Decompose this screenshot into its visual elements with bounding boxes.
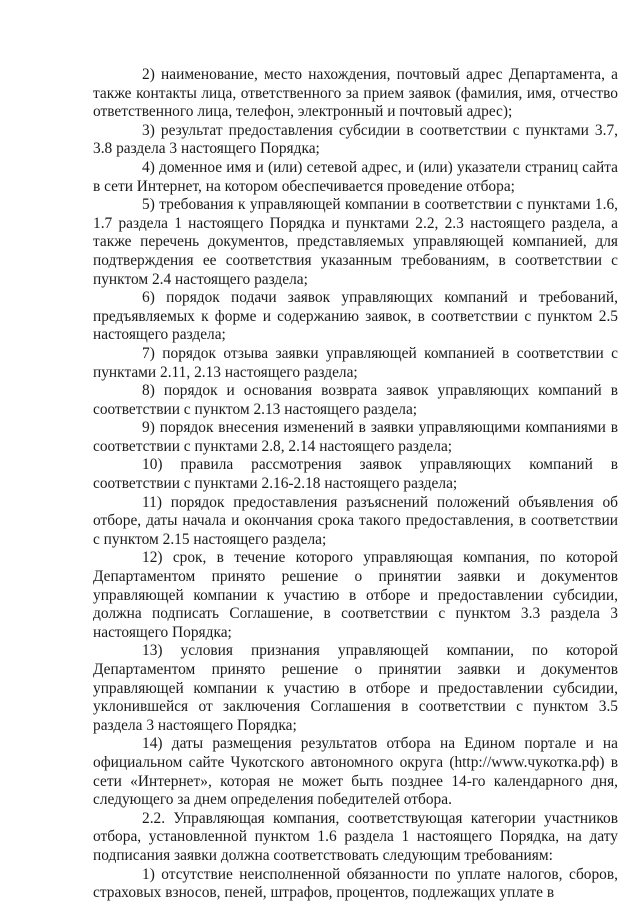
paragraph-item-12: 12) срок, в течение которого управляющая компания, по которой Департаментом принято решение о принятии заявки и документов управляющей компании к участию в отборе и предоставлении субсидии, должна подписать Соглашение, в соответствии с пунктом 3.3 раздела 3 настоящего Порядка; (93, 549, 618, 641)
paragraph-item-11: 11) порядок предоставления разъяснений положений объявления об отборе, даты начала и окончания срока такого предоставления, в соответствии с пунктом 2.15 настоящего раздела; (93, 493, 618, 548)
section-2-2-paragraph: 2.2. Управляющая компания, соответствующая категории участников отбора, установленной пунктом 1.6 раздела 1 настоящего Порядка, на дату подписания заявки должна соответствовать следующим требованиям: (93, 809, 618, 864)
paragraph-item-10: 10) правила рассмотрения заявок управляющих компаний в соответствии с пунктами 2.16-2.18 настоящего раздела; (93, 456, 618, 493)
paragraph-item-3: 3) результат предоставления субсидии в соответствии с пунктами 3.7, 3.8 раздела 3 настоящего Порядка; (93, 121, 618, 158)
document-body (93, 66, 618, 903)
paragraph-item-13: 13) условия признания управляющей компании, по которой Департаментом принято решение о принятии заявки и документов управляющей компании к участию в отборе и предоставлении субсидии, уклонившейся от заключения Соглашения в соответствии с пунктом 3.5 раздела 3 настоящего Порядка; (93, 642, 618, 734)
paragraph-item-2: 2) наименование, место нахождения, почтовый адрес Департамента, а также контакты лица, ответственного за прием заявок (фамилия, имя, отчество ответственного лица, телефон, электронный и почтовый адрес); (93, 66, 618, 121)
requirement-item-1: 1) отсутствие неисполненной обязанности по уплате налогов, сборов, страховых взносов, пеней, штрафов, процентов, подлежащих уплате в (93, 865, 618, 902)
paragraph-item-5: 5) требования к управляющей компании в соответствии с пунктами 1.6, 1.7 раздела 1 настоящего Порядка и пунктами 2.2, 2.3 настоящего раздела, а также перечень документов, представляемых управляющей компанией, для подтверждения ее соответствия указанным требованиям, в соответствии с пунктом 2.4 настоящего раздела; (93, 196, 618, 288)
paragraph-item-7: 7) порядок отзыва заявки управляющей компанией в соответствии с пунктами 2.11, 2.13 настоящего раздела; (93, 344, 618, 381)
paragraph-item-9: 9) порядок внесения изменений в заявки управляющими компаниями в соответствии с пунктами 2.8, 2.14 настоящего раздела; (93, 419, 618, 455)
paragraph-item-4: 4) доменное имя и (или) сетевой адрес, и (или) указатели страниц сайта в сети Интернет, на котором обеспечивается проведение отбора; (93, 158, 618, 195)
paragraph-item-6: 6) порядок подачи заявок управляющих компаний и требований, предъявляемых к форме и содержанию заявок, в соответствии с пунктом 2.5 настоящего раздела; (93, 289, 618, 344)
paragraph-item-14: 14) даты размещения результатов отбора на Едином портале и на официальном сайте Чукотского автономного округа (http://www.чукотка.рф) в сети «Интернет», которая не может быть позднее 14-го календарного дня, следующего за днем определения победителей отбора. (93, 735, 618, 809)
paragraph-item-8: 8) порядок и основания возврата заявок управляющих компаний в соответствии с пунктом 2.13 настоящего раздела; (93, 382, 618, 418)
